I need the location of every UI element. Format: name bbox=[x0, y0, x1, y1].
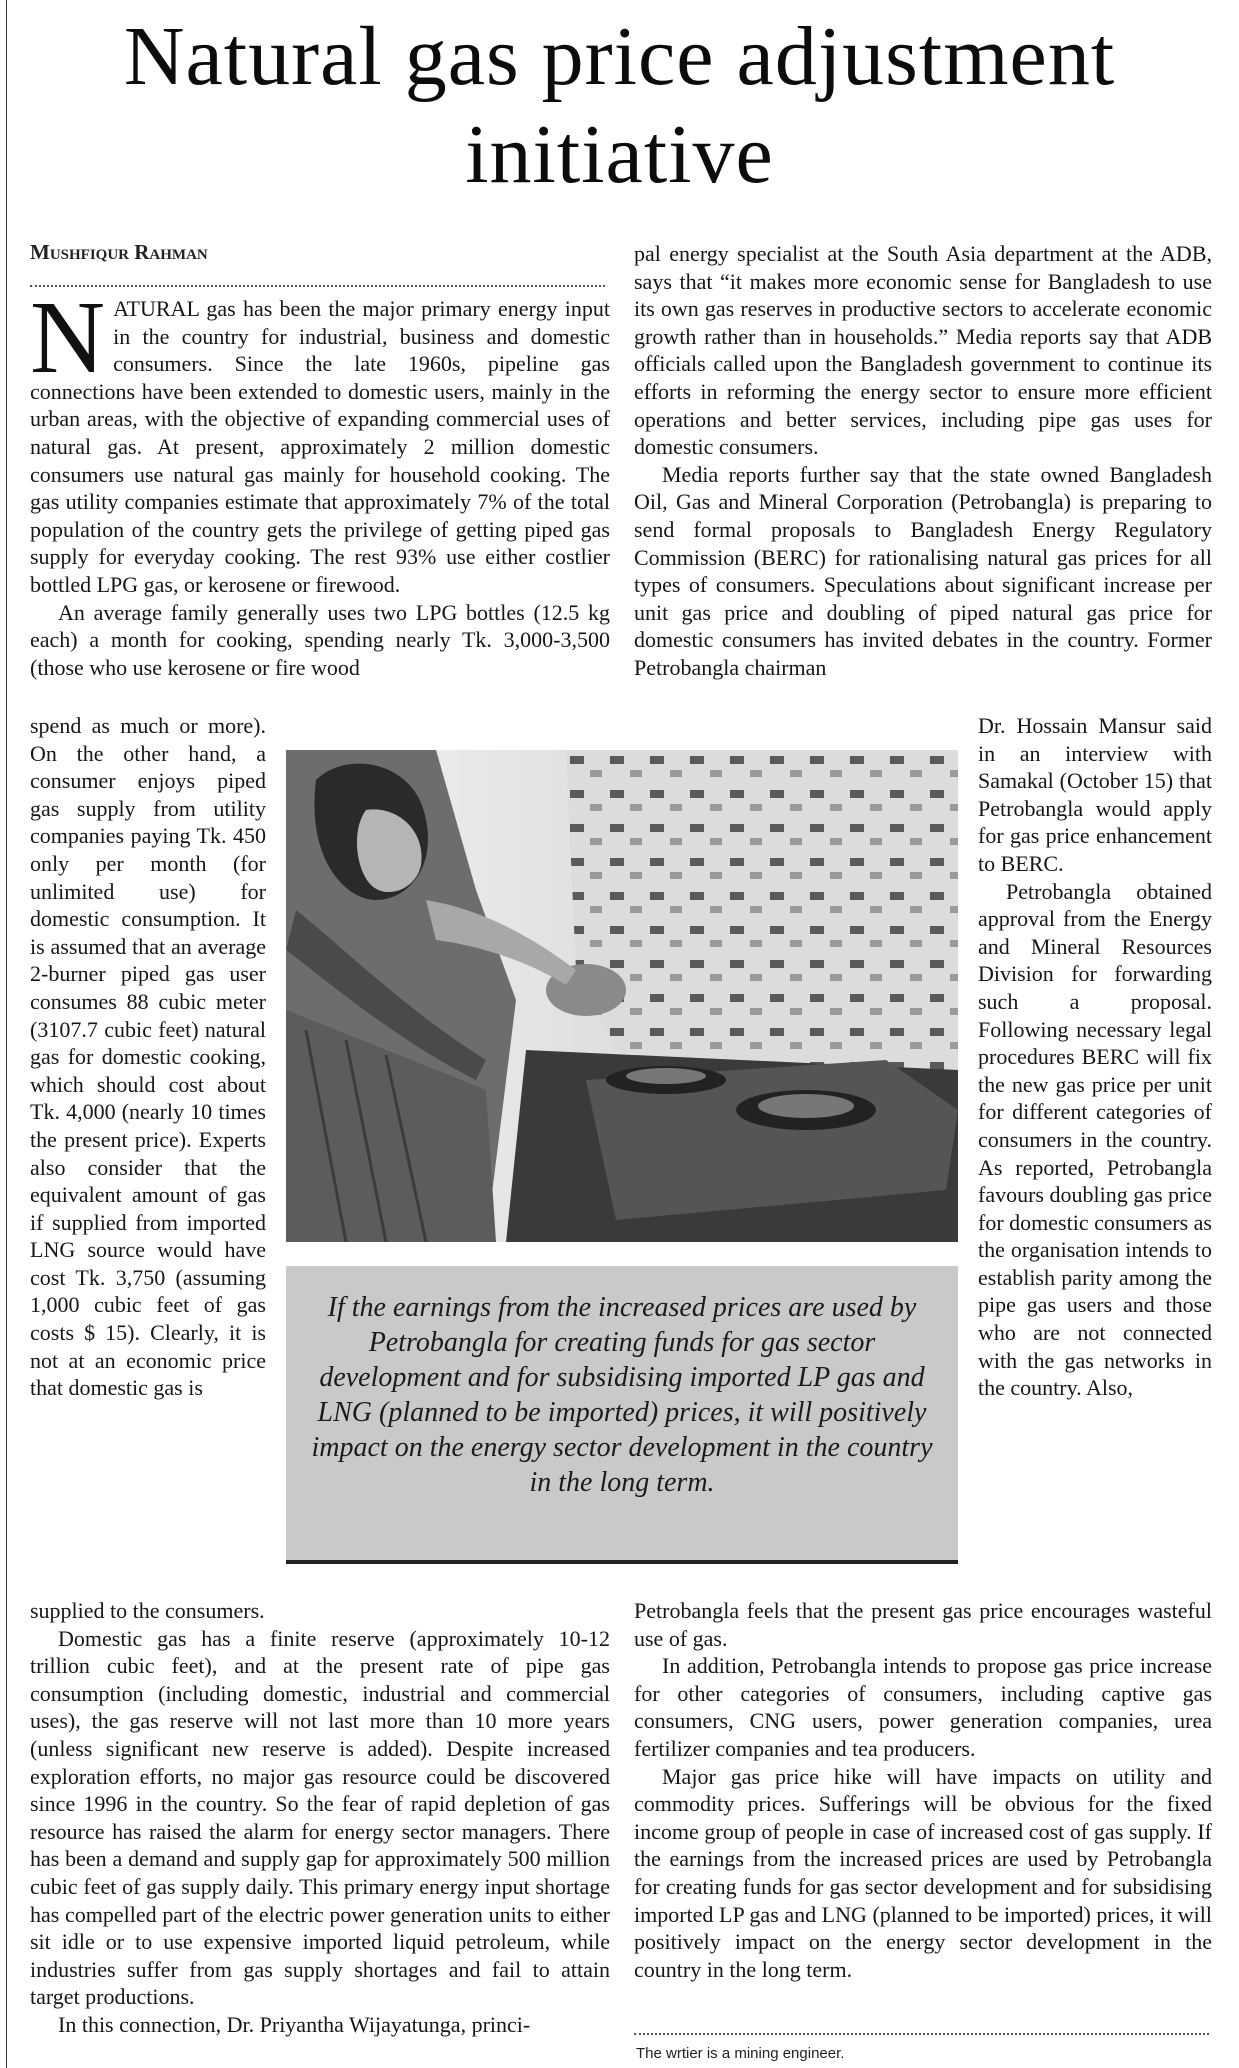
headline bbox=[0, 8, 1239, 204]
column-1-top bbox=[30, 280, 610, 681]
paragraph-mansur: Dr. Hossain Mansur said in an interview with Samakal (October 15) that Petrobangla would apply for gas price enhancement to BERC. bbox=[978, 713, 1212, 876]
paragraph-other-consumers: In addition, Petrobangla intends to propose gas price increase for other categories of consumers, including captive gas consumers, CNG users, power generation companies, urea fertilizer companies and tea producers. bbox=[634, 1653, 1212, 1761]
cooking-photo-illustration bbox=[286, 750, 958, 1242]
paragraph-impacts: Major gas price hike will have impacts on utility and commodity prices. Sufferings will be obvious for the fixed income group of people in case of increased cost of gas supply. If the earnings from the increased prices are used by Petrobangla for creating funds for gas sector development and for subsidising imported LP gas and LNG (planned to be imported) prices, it will positively impact on the energy sector development in the country in the long term. bbox=[634, 1763, 1212, 1982]
paragraph-intro: NATURAL gas has been the major primary energy input in the country for industrial, business and domestic consumers. Since the late 1960s, pipeline gas connections have been extended to domestic users, mainly in the urban areas, with the objective of expanding commercial uses of natural gas. At present, approximately 2 million domestic consumers use natural gas mainly for household cooking. The gas utility companies estimate that approximately 7% of the total population of the country gets the privilege of getting piped gas supply for everyday cooking. The rest 93% use either costlier bottled LPG gas, or kerosene or firewood. bbox=[30, 280, 610, 597]
paragraph-approval: Petrobangla obtained approval from the Energy and Mineral Resources Division for forwarding such a proposal. Following necessary legal procedures BERC will fix the new gas price per unit for different categories of consumers in the country. As reported, Petrobangla favours doubling gas price for domestic consumers as the organisation intends to establish parity among the pipe gas users and those who are not connected with the gas networks in the country. Also, bbox=[978, 878, 1212, 1401]
column-2-narrow bbox=[978, 712, 1212, 1402]
paragraph-adb: pal energy specialist at the South Asia department at the ADB, says that “it makes more economic sense for Bangladesh to use its own gas reserves in productive sectors to accelerate economic growth rather than in households.” Media reports say that ADB officials called upon the Bangladesh government to continue its efforts in reforming the energy sector to ensure more efficient operations and better services, including pipe gas uses for domestic consumers. bbox=[634, 241, 1212, 460]
paragraph-lpg-narrow: spend as much or more). On the other hand, a consumer enjoys piped gas supply from utility companies paying Tk. 450 only per month (for unlimited use) for domestic consumption. It is assumed that an average 2-burner piped gas user consumes 88 cubic meter (3107.7 cubic feet) natural gas for domestic cooking, which should cost about Tk. 4,000 (nearly 10 times the present price). Experts also consider that the equivalent amount of gas if supplied from imported LNG source would have cost Tk. 3,750 (assuming 1,000 cubic feet of gas costs $ 15). Clearly, it is not at an economic price that domestic gas is bbox=[30, 713, 266, 1401]
column-1-narrow bbox=[30, 712, 266, 1402]
paragraph-lpg-end: supplied to the consumers. bbox=[30, 1598, 265, 1623]
paragraph-reserve: Domestic gas has a finite reserve (approximately 10-12 trillion cubic feet), and at the present rate of pipe gas consumption (including domestic, industrial and commercial uses), the gas reserve will not last more than 10 more years (unless significant new reserve is added). Despite increased exploration efforts, no major gas resource could be discovered since 1996 in the country. So the fear of rapid depletion of gas resource has raised the alarm for energy sector managers. There has been a demand and supply gap for approximately 500 million cubic feet of gas supply daily. This primary energy input shortage has compelled part of the electric power generation units to either sit idle or to use expensive imported liquid petroleum, while industries suffer from gas supply shortages and fail to attain target productions. bbox=[30, 1625, 610, 2010]
author-footnote: The wrtier is a mining engineer. bbox=[636, 2045, 845, 2062]
drop-cap: N bbox=[30, 280, 106, 395]
page-border bbox=[6, 0, 7, 2068]
paragraph-wasteful: Petrobangla feels that the present gas price encourages wasteful use of gas. bbox=[634, 1598, 1212, 1651]
column-2-bottom bbox=[634, 1597, 1212, 1983]
footnote-divider bbox=[634, 2033, 1209, 2035]
column-2-top bbox=[634, 240, 1212, 682]
pull-quote: If the earnings from the increased prices are used by Petrobangla for creating funds for gas sector development and for subsidising imported LP gas and LNG (planned to be imported) prices, it will positively impact on the energy sector development in the country in the long term. bbox=[311, 1292, 933, 1498]
byline: Mushfiqur Rahman bbox=[30, 240, 208, 264]
headline-line-1: Natural gas price adjustment bbox=[123, 10, 1116, 103]
paragraph-lpg-top: An average family generally uses two LPG bottles (12.5 kg each) a month for cooking, spending nearly Tk. 3,000-3,500 (those who use kerosene or fire wood bbox=[30, 599, 610, 680]
cooking-photo bbox=[286, 750, 958, 1242]
pull-quote-box bbox=[286, 1266, 958, 1564]
paragraph-petrobangla-top: Media reports further say that the state owned Bangladesh Oil, Gas and Mineral Corporation (Petrobangla) is preparing to send formal proposals to Bangladesh Energy Regulatory Commission (BERC) for rationalising natural gas prices for all types of consumers. Speculations about significant increase per unit gas price and doubling of piped natural gas price for domestic consumers has invited debates in the country. Former Petrobangla chairman bbox=[634, 461, 1212, 680]
byline-divider bbox=[30, 285, 605, 287]
paragraph-connection: In this connection, Dr. Priyantha Wijayatunga, princi- bbox=[58, 2011, 531, 2037]
column-1-bottom bbox=[30, 1597, 610, 2039]
headline-line-2: initiative bbox=[465, 108, 774, 201]
